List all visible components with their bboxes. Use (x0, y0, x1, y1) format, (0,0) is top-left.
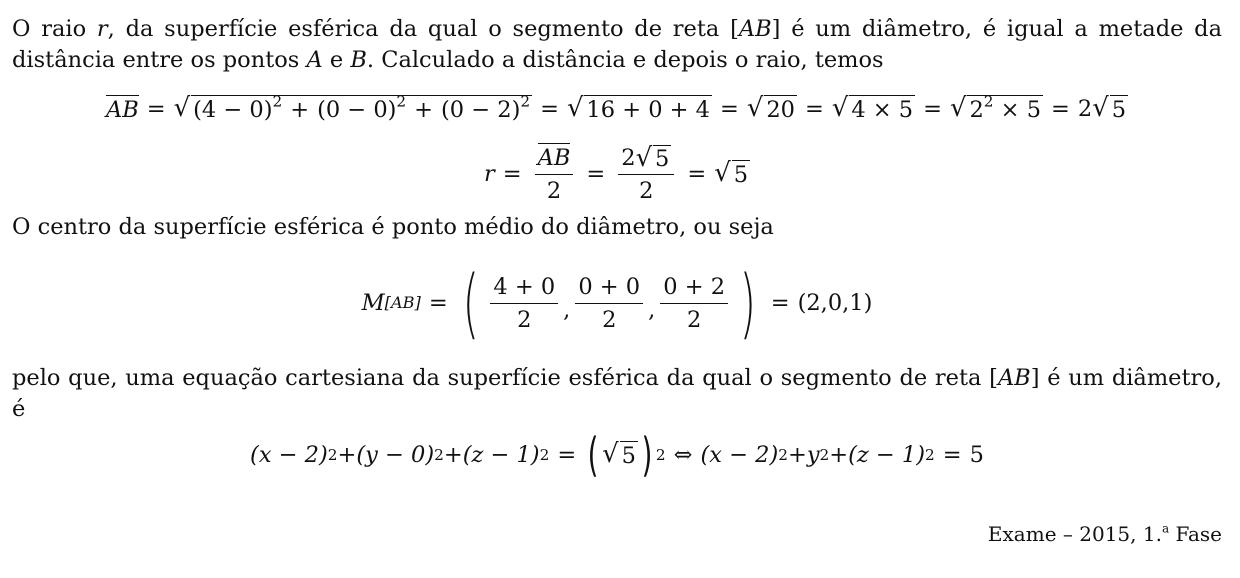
midpoint-symbol: M (361, 290, 385, 316)
sphere-result: 5 (969, 442, 984, 468)
term: (x − 2) (700, 442, 779, 468)
fraction (660, 273, 728, 334)
plus-sign: + (414, 96, 433, 123)
radical-icon: √ (635, 142, 653, 173)
conclusion-text: pelo que, uma equação cartesiana da superfície esférica da qual o segmento de reta [ (12, 365, 998, 391)
equals-sign: = (502, 161, 522, 187)
plus-sign: + (787, 442, 807, 468)
exponent: 2 (520, 91, 531, 110)
midpoint-result: (2,0,1) (797, 290, 873, 316)
plus-sign: + (443, 442, 463, 468)
sqrt-sum (566, 92, 712, 124)
source-text: Fase (1169, 522, 1222, 546)
conclusion-text: ] é um diâmetro, é (12, 365, 1222, 422)
base: 2 (969, 96, 984, 123)
sqrt-twenty (746, 92, 797, 124)
equals-sign: = (942, 442, 962, 468)
radical-icon: √ (602, 438, 619, 469)
term: (0 − 2) (441, 96, 521, 123)
exponent: 2 (396, 91, 407, 110)
right-paren-icon: ) (641, 428, 653, 482)
equivalence-icon: ⇔ (673, 442, 693, 468)
denominator: 2 (546, 177, 562, 204)
denominator: 2 (602, 306, 617, 333)
intro-paragraph (12, 14, 1222, 76)
comma: , (648, 297, 656, 323)
segment-length-symbol: AB (537, 144, 571, 171)
radical-icon: √ (173, 92, 191, 123)
denominator: 2 (639, 177, 654, 204)
plus-sign: + (829, 442, 849, 468)
source-superscript: a (1161, 521, 1170, 536)
point-a-symbol: A (306, 47, 323, 73)
radicand: 5 (733, 161, 749, 188)
term: (z − 1) (848, 442, 926, 468)
comma: , (563, 297, 571, 323)
centre-paragraph: O centro da superfície esférica é ponto médio do diâmetro, ou seja (12, 214, 774, 240)
equals-sign: = (586, 161, 606, 187)
sqrt-product (831, 92, 915, 124)
segment-symbol: AB (997, 365, 1031, 391)
sqrt-five (602, 438, 638, 470)
term: (z − 1) (462, 442, 540, 468)
equals-sign: = (720, 96, 739, 122)
equals-sign: = (557, 442, 577, 468)
equals-sign: = (146, 96, 166, 122)
plus-sign: + (290, 96, 310, 123)
exponent: 2 (983, 91, 994, 110)
radicand: 4 × 5 (851, 96, 914, 123)
denominator: 2 (687, 306, 702, 333)
equals-sign: = (428, 290, 448, 316)
denominator: 2 (517, 306, 532, 333)
segment-symbol: AB (738, 16, 772, 42)
sqrt-five (1092, 92, 1128, 124)
radicand: 5 (655, 145, 670, 172)
term: (4 − 0) (193, 96, 273, 123)
radical-icon: √ (1092, 92, 1109, 123)
right-paren-icon: ) (739, 258, 757, 347)
fraction (618, 144, 674, 205)
equals-sign: = (804, 96, 824, 122)
radical-icon: √ (746, 92, 764, 123)
sqrt-power-product (949, 91, 1043, 124)
left-paren-icon: ( (462, 258, 479, 347)
numerator: 0 + 2 (660, 273, 728, 304)
fraction (535, 144, 574, 205)
equals-sign: = (687, 161, 707, 187)
numerator: 0 + 0 (575, 273, 643, 304)
plus-sign: + (337, 442, 357, 468)
midpoint-equation: M [AB] = ( $\frac{4 + 0}{2}$ , $\frac{0 + 0}{2}$ , $\frac{0 + 2}{2}$ ) = (2,0,1) (361, 258, 873, 347)
sqrt-five (714, 157, 750, 189)
fraction (490, 273, 558, 334)
fraction (575, 273, 643, 334)
sqrt-sum-of-squares (173, 91, 532, 124)
source-text: Exame – 2015, 1. (987, 522, 1162, 546)
exponent: 2 (272, 91, 283, 110)
numerator: 4 + 0 (490, 273, 558, 304)
equals-sign: = (540, 96, 559, 122)
radical-icon: √ (949, 92, 967, 123)
factor: × 5 (993, 96, 1042, 123)
radical-icon: √ (831, 92, 849, 123)
term: (x − 2) (250, 442, 328, 468)
sqrt-five (635, 142, 672, 173)
distance-equation (12, 90, 1222, 128)
radicand: 16 + 0 + 4 (586, 96, 710, 123)
solution-page (12, 14, 1222, 481)
term: (0 − 0) (317, 96, 397, 123)
conclusion-paragraph (12, 363, 1222, 425)
intro-text: . Calculado a distância e depois o raio, temos (366, 47, 884, 73)
segment-length-symbol: AB (105, 97, 139, 123)
term: y (806, 442, 820, 468)
radical-icon: √ (566, 92, 584, 123)
intro-text: , da superfície esférica da qual o segmento de reta [ (107, 16, 739, 42)
left-paren-icon: ( (587, 428, 599, 482)
equals-sign: = (923, 96, 942, 122)
coefficient: 2 (1077, 96, 1093, 122)
coefficient: 2 (621, 144, 636, 171)
radius-symbol: r (96, 16, 108, 42)
equals-sign: = (1051, 96, 1070, 122)
intro-text: e (322, 47, 351, 73)
radicand: 20 (766, 96, 795, 123)
exam-source (988, 522, 1222, 546)
radicand: 5 (621, 442, 636, 469)
radicand: 5 (1111, 96, 1127, 123)
intro-text: ] é um diâmetro, é igual a metade da distância entre os pontos (12, 16, 1222, 73)
radical-icon: √ (714, 157, 731, 188)
radius-equation (12, 144, 1222, 204)
sphere-equation: (x − 2) 2 + (y − 0) 2 + (z − 1) 2 = ( √ 5 ) 2 ⇔ (x − 2) 2 + y 2 + (z − 1) 2 = 5 (250, 428, 984, 482)
term: (y − 0) (356, 442, 435, 468)
point-b-symbol: B (350, 47, 367, 73)
radius-symbol: r (483, 161, 495, 187)
intro-text: O raio (12, 16, 97, 42)
equals-sign: = (770, 290, 790, 316)
